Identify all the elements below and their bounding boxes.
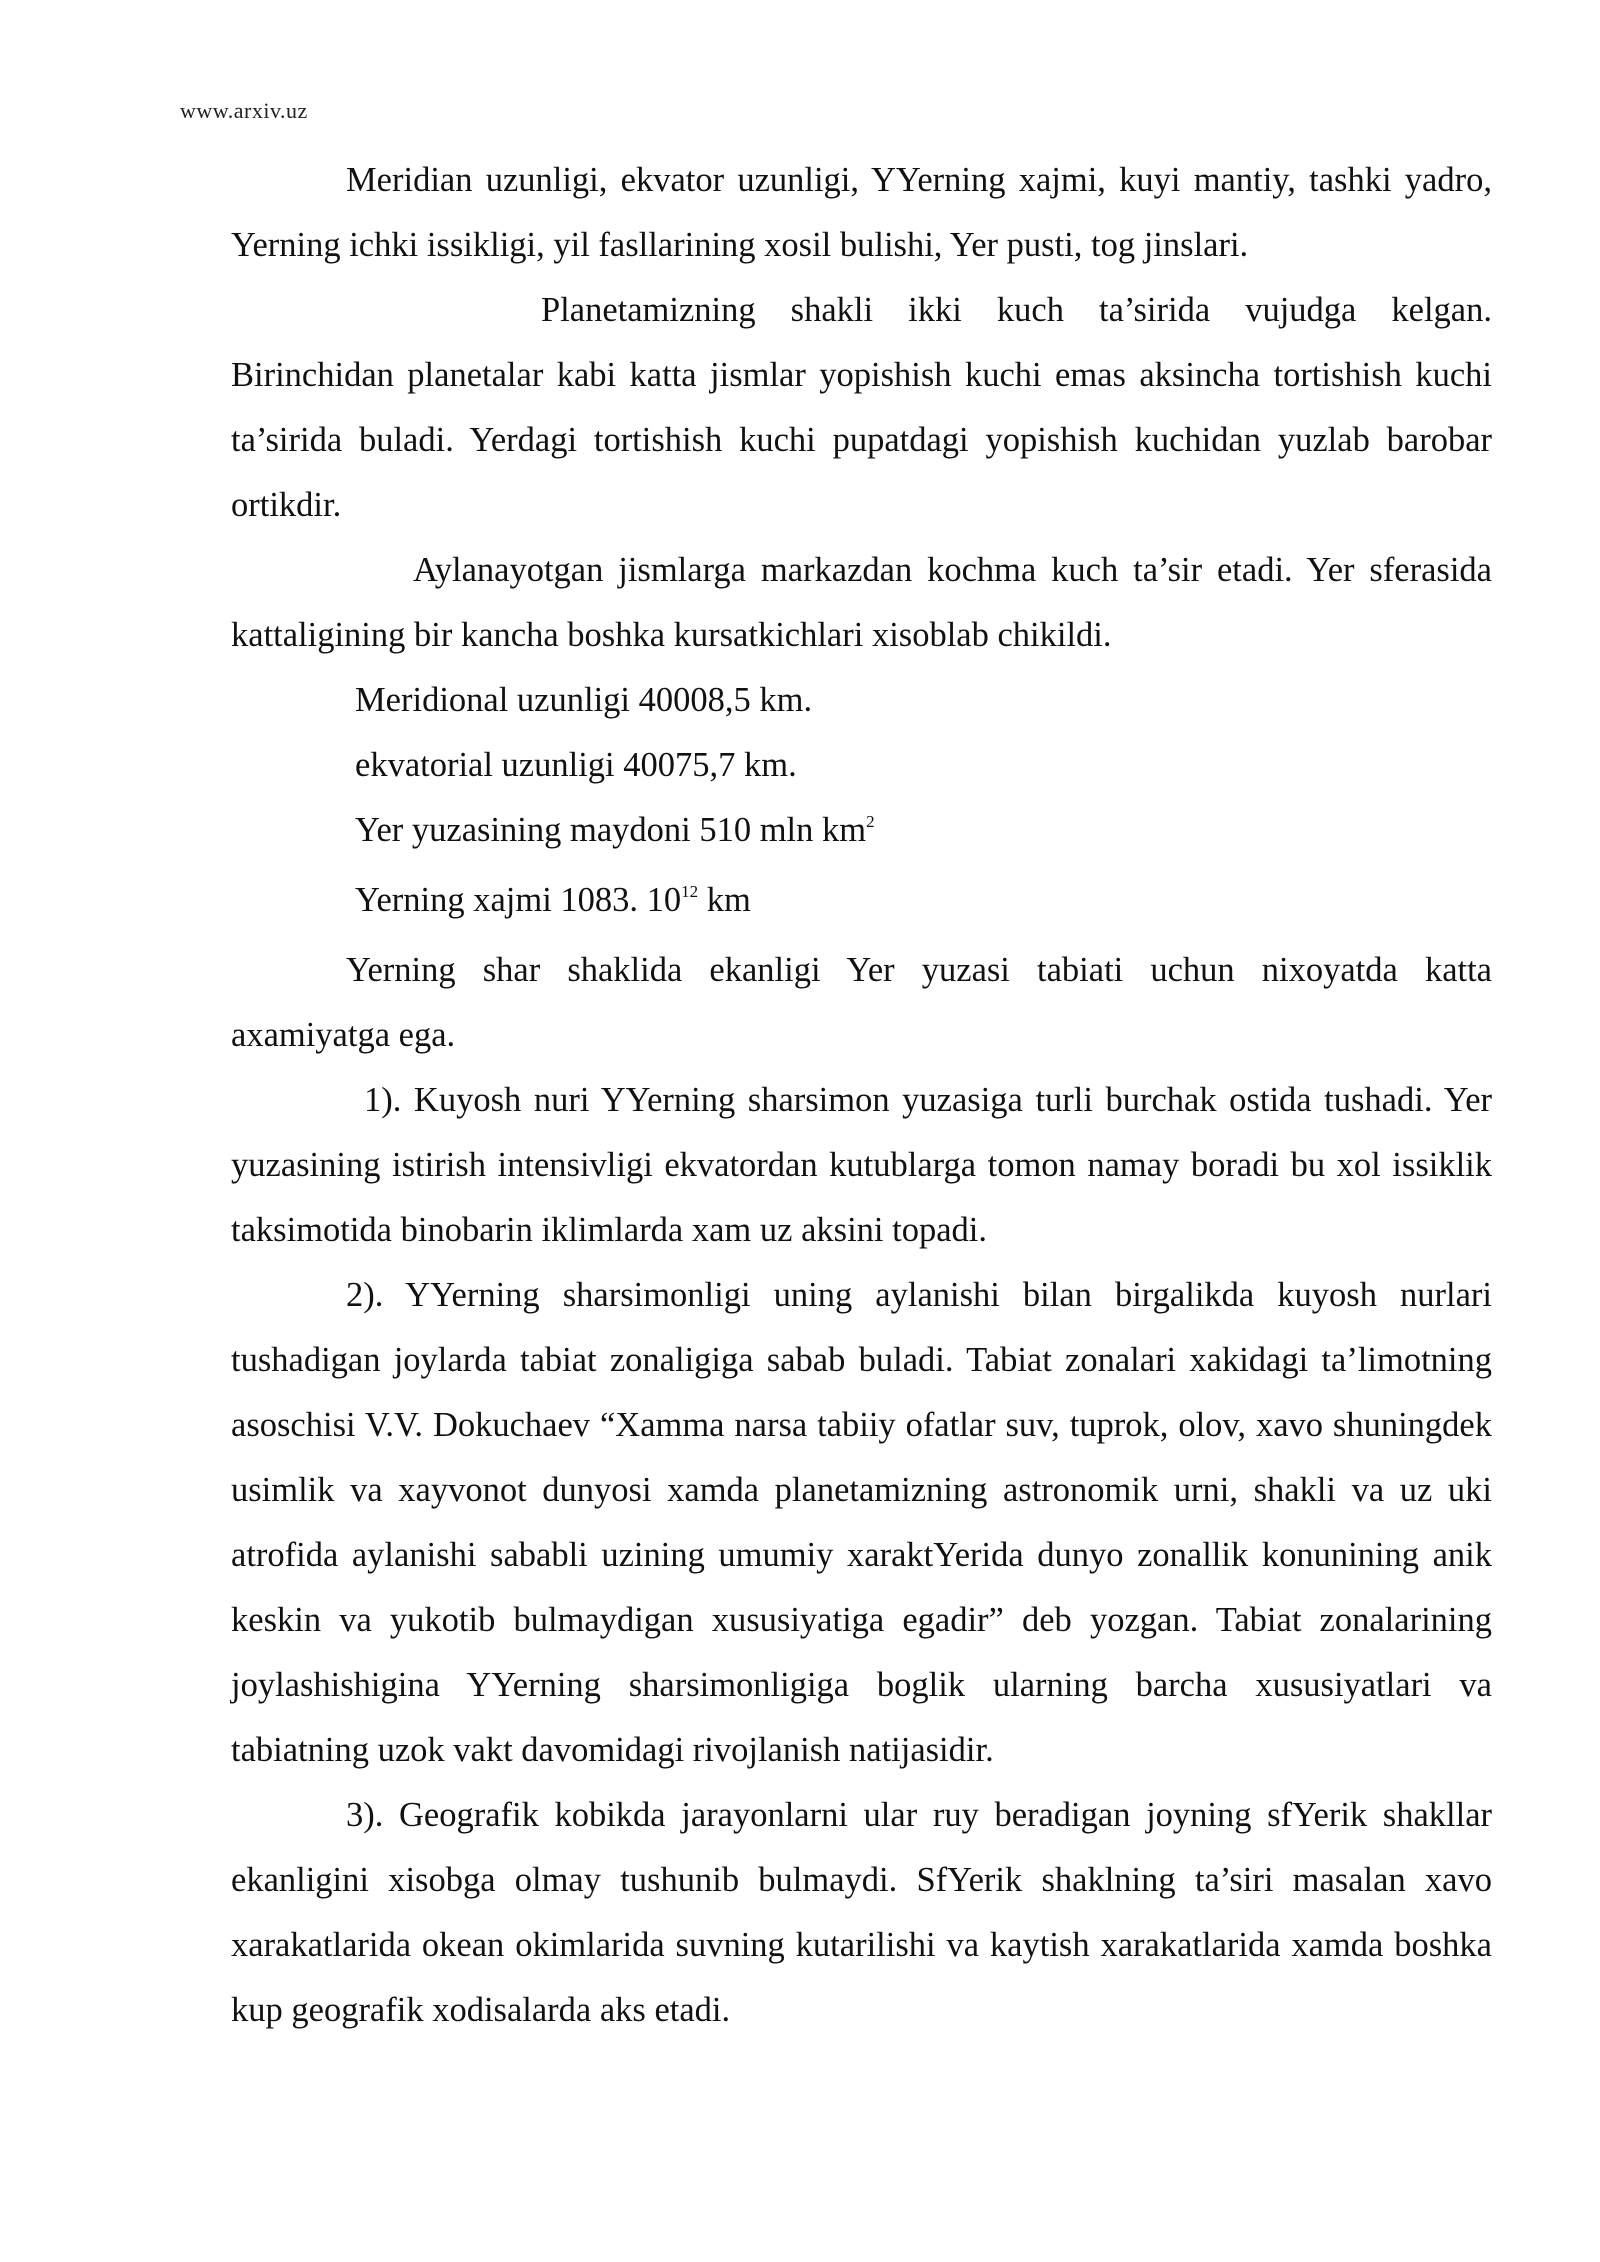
stat-volume-exponent: 12: [681, 882, 699, 901]
document-body: [231, 148, 1492, 2043]
paragraph-planet-shape: Planetamizning shakli ikki kuch ta’sirida vujudga kelgan. Birinchidan planetalar kabi katta jismlar yopishish kuchi emas aksincha tortishish kuchi ta’sirida buladi. Yerdagi tortishish kuchi pupatdagi yopishish kuchidan yuzlab barobar ortikdir.: [231, 291, 1492, 524]
paragraph-terms: Meridian uzunligi, ekvator uzunligi, YYerning xajmi, kuyi mantiy, tashki yadro, Yerning ichki issikligi, yil fasllarining xosil bulishi, Yer pusti, tog jinslari.: [231, 161, 1492, 264]
paragraph-point-1: 1). Kuyosh nuri YYerning sharsimon yuzasiga turli burchak ostida tushadi. Yer yuzasining istirish intensivligi ekvatordan kutublarga tomon namay boradi bu xol issiklik taksimotida binobarin iklimlarda xam uz aksini topadi.: [231, 1081, 1492, 1249]
stat-surface-area-exponent: 2: [866, 812, 875, 831]
stat-meridional-length: Meridional uzunligi 40008,5 km.: [355, 681, 813, 719]
paragraph-point-3: 3). Geografik kobikda jarayonlarni ular ruy beradigan joyning sfYerik shakllar ekanligini xisobga olmay tushunib bulmaydi. SfYerik shaklning ta’siri masalan xavo xarakatlarida okean okimlarida suvning kutarilishi va kaytish xarakatlarida xamda boshka kup geografik xodisalarda aks etadi.: [231, 1796, 1492, 2029]
paragraph-point-2: 2). YYerning sharsimonligi uning aylanishi bilan birgalikda kuyosh nurlari tushadigan joylarda tabiat zonaligiga sabab buladi. Tabiat zonalari xakidagi ta’limotning asoschisi V.V. Dokuchaev “Xamma narsa tabiiy ofatlar suv, tuprok, olov, xavo shuningdek usimlik va xayvonot dunyosi xamda planetamizning astronomik urni, shakli va uz uki atrofida aylanishi sababli uzining umumiy xaraktYerida dunyo zonallik konunining anik keskin va yukotib bulmaydigan xususiyatiga egadir” deb yozgan. Tabiat zonalarining joylashishigina YYerning sharsimonligiga boglik ularning barcha xususiyatlari va tabiatning uzok vakt davomidagi rivojlanish natijasidir.: [231, 1276, 1492, 1769]
stat-volume-text: Yerning xajmi 1083. 10: [355, 881, 682, 919]
paragraph-sphere-importance: Yerning shar shaklida ekanligi Yer yuzasi tabiati uchun nixoyatda katta axamiyatga ega.: [231, 951, 1492, 1054]
stat-volume: [231, 868, 1492, 938]
stat-surface-area-text: Yer yuzasining maydoni 510 mln km: [355, 811, 867, 849]
site-url: www.arxiv.uz: [180, 98, 308, 123]
stat-volume-unit: km: [698, 881, 751, 919]
stat-surface-area: [231, 798, 1492, 868]
stat-equatorial-length: ekvatorial uzunligi 40075,7 km.: [355, 746, 797, 784]
paragraph-centrifugal-force: Aylanayotgan jismlarga markazdan kochma kuch ta’sir etadi. Yer sferasida kattaligining bir kancha boshka kursatkichlari xisoblab chikildi.: [231, 551, 1492, 654]
